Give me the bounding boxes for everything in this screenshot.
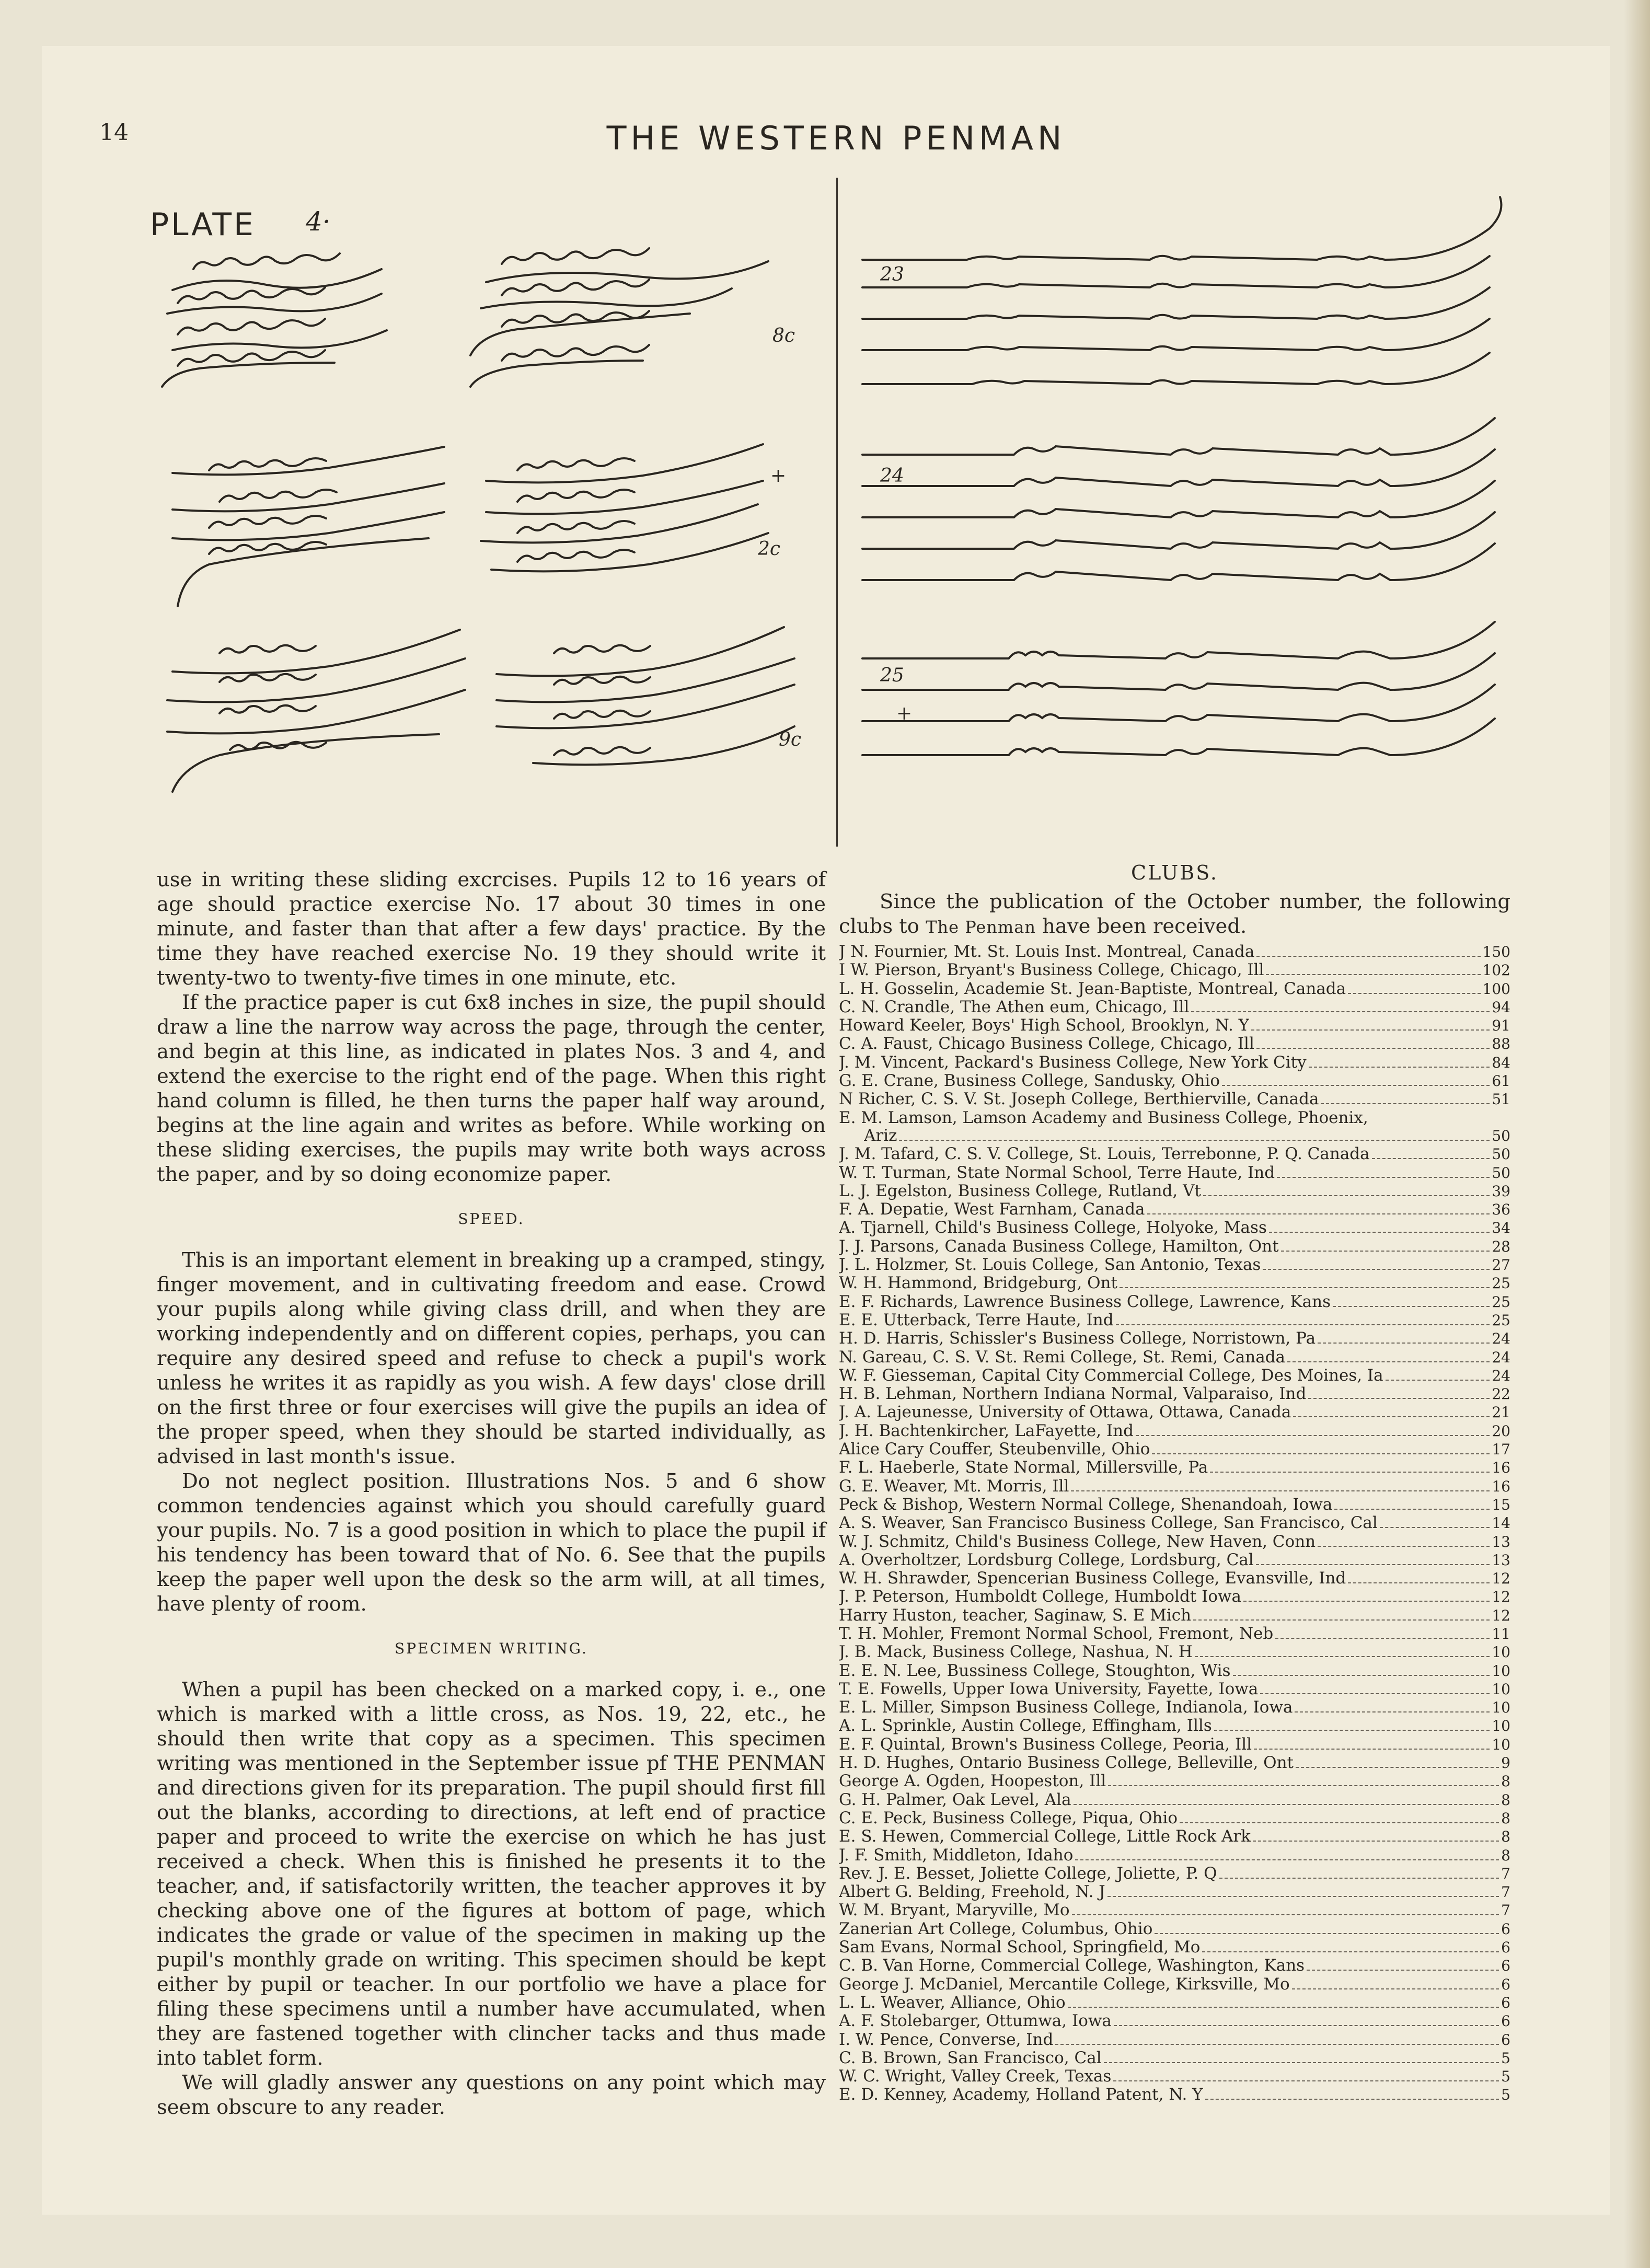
paragraph: Do not neglect position. Illustrations Nos. 5 and 6 show common tendencies against which you should carefully guard your pupils. No. 7 is a good position in which to place the pupil if his tendency has been toward that of No. 6. See that the pupils keep the paper well upon the desk so the arm will, at all times, have plenty of room.: [157, 1469, 826, 1616]
club-entry: [839, 1901, 1510, 1919]
club-name: C. E. Peck, Business College, Piqua, Ohio: [839, 1809, 1178, 1827]
leader-dots: [1071, 1490, 1490, 1491]
club-name: J N. Fournier, Mt. St. Louis Inst. Montreal, Canada: [839, 943, 1255, 961]
club-name: I. W. Pence, Converse, Ind: [839, 2030, 1054, 2049]
club-count: 16: [1492, 1459, 1510, 1477]
club-name: J. P. Peterson, Humboldt College, Humboldt Iowa: [839, 1588, 1242, 1606]
club-name: Ariz: [864, 1126, 897, 1145]
club-name: H. B. Lehman, Northern Indiana Normal, Valparaiso, Ind: [839, 1385, 1307, 1403]
club-name: F. L. Haeberle, State Normal, Millersville, Pa: [839, 1459, 1208, 1477]
leader-dots: [1295, 1711, 1490, 1712]
club-count: 10: [1492, 1735, 1510, 1753]
club-count: 61: [1492, 1072, 1510, 1090]
club-entry: [839, 1680, 1510, 1698]
club-entry: [839, 1072, 1510, 1090]
club-count: 8: [1501, 1773, 1510, 1790]
club-entry: [839, 1293, 1510, 1311]
club-count: 11: [1492, 1625, 1510, 1642]
club-entry: [839, 1883, 1510, 1901]
club-name: L. H. Gosselin, Academie St. Jean-Baptiste, Montreal, Canada: [839, 979, 1346, 998]
paragraph: use in writing these sliding excrcises. Pupils 12 to 16 years of age should practice exercise No. 17 about 30 times in one minute, and faster than that after a few days' practice. By the time they have reached exercise No. 19 they should write it twenty-two to twenty-five times in one minute, etc.: [157, 868, 826, 990]
leader-dots: [1266, 974, 1480, 975]
exercise-left-middle: [172, 447, 444, 606]
club-entry: [839, 1477, 1510, 1496]
club-name: I W. Pierson, Bryant's Business College, Chicago, Ill: [839, 961, 1264, 979]
club-entry: [839, 2086, 1510, 2104]
club-count: 8: [1501, 1846, 1510, 1864]
leader-dots: [1256, 1564, 1490, 1565]
club-entry: [839, 1551, 1510, 1569]
leader-dots: [1203, 1195, 1490, 1196]
exercise-sliding-25: [862, 622, 1495, 755]
club-entry: [839, 1090, 1510, 1108]
club-count: 39: [1492, 1182, 1510, 1200]
leader-dots: [1348, 993, 1480, 994]
club-name: E. E. N. Lee, Bussiness College, Stoughton, Wis: [839, 1661, 1231, 1680]
club-name: C. A. Faust, Chicago Business College, Chicago, Ill: [839, 1035, 1254, 1053]
club-name: J. H. Bachtenkircher, LaFayette, Ind: [839, 1421, 1134, 1440]
club-entry: [839, 1625, 1510, 1643]
leader-dots: [1296, 1767, 1499, 1768]
leader-dots: [1113, 2080, 1499, 2081]
club-entry: [839, 1440, 1510, 1459]
club-name: J. A. Lajeunesse, University of Ottawa, Ottawa, Canada: [839, 1403, 1291, 1421]
club-name: E. D. Kenney, Academy, Holland Patent, N. Y: [839, 2086, 1203, 2104]
club-count: 6: [1501, 1994, 1510, 2011]
leader-dots: [1193, 1619, 1490, 1621]
club-count: 150: [1482, 943, 1510, 961]
club-name: Albert G. Belding, Freehold, N. J: [839, 1883, 1105, 1901]
club-entry: [839, 2067, 1510, 2086]
club-name: J. B. Mack, Business College, Nashua, N. H: [839, 1643, 1193, 1661]
leader-dots: [1263, 1269, 1490, 1270]
club-entry: [839, 1329, 1510, 1348]
club-entry: [839, 1533, 1510, 1551]
club-name: J. M. Tafard, C. S. V. College, St. Louis, Terrebonne, P. Q. Canada: [839, 1145, 1370, 1163]
leader-dots: [1222, 1085, 1490, 1086]
club-count: 50: [1492, 1127, 1510, 1144]
club-count: 28: [1492, 1237, 1510, 1255]
club-count: 88: [1492, 1035, 1510, 1053]
club-count: 91: [1492, 1017, 1510, 1035]
leader-dots: [1180, 1822, 1499, 1823]
club-entry: [839, 943, 1510, 961]
club-count: 10: [1492, 1644, 1510, 1661]
club-name: N Richer, C. S. V. St. Joseph College, Berthierville, Canada: [839, 1090, 1319, 1108]
leader-dots: [1136, 1435, 1490, 1436]
club-entry: [839, 1606, 1510, 1625]
club-entry: [839, 1054, 1510, 1072]
club-entry: [839, 1403, 1510, 1421]
club-entry: [839, 1274, 1510, 1292]
club-entry: [839, 1219, 1510, 1237]
club-name: G. E. Crane, Business College, Sandusky, Ohio: [839, 1072, 1220, 1090]
column-divider: [836, 178, 838, 847]
club-count: 10: [1492, 1717, 1510, 1735]
club-entry: [839, 1717, 1510, 1735]
exercise-left-lower: [167, 630, 465, 792]
club-entry: [839, 1200, 1510, 1219]
page-number: 14: [99, 119, 129, 146]
club-entry: [839, 1145, 1510, 1163]
leader-dots: [1277, 1177, 1490, 1178]
club-entry: [839, 1311, 1510, 1329]
club-name: J. J. Parsons, Canada Business College, Hamilton, Ont: [839, 1237, 1279, 1256]
leader-dots: [1269, 1232, 1490, 1233]
leader-dots: [1333, 1306, 1490, 1307]
club-name: H. D. Hughes, Ontario Business College, Belleville, Ont: [839, 1754, 1294, 1772]
club-name: Harry Huston, teacher, Saginaw, S. E Mich: [839, 1606, 1192, 1624]
club-entry: [839, 961, 1510, 979]
club-count: 10: [1492, 1662, 1510, 1680]
club-name: W. T. Turman, State Normal School, Terre Haute, Ind: [839, 1163, 1275, 1182]
leader-dots: [1055, 2044, 1499, 2045]
section-heading-specimen: SPECIMEN WRITING.: [395, 1640, 588, 1657]
club-count: 25: [1492, 1293, 1510, 1311]
exercise-right-lower: [497, 627, 794, 765]
club-count: 12: [1492, 1588, 1510, 1606]
leader-dots: [1214, 1730, 1490, 1731]
club-name: J. L. Holzmer, St. Louis College, San Antonio, Texas: [839, 1256, 1261, 1274]
leader-dots: [1152, 1453, 1490, 1454]
club-name: George J. McDaniel, Mercantile College, Kirksville, Mo: [839, 1975, 1290, 1993]
club-entry: [839, 2031, 1510, 2049]
club-entry: [839, 1385, 1510, 1403]
club-name: A. Overholtzer, Lordsburg College, Lordsburg, Cal: [839, 1550, 1254, 1569]
club-count: 27: [1492, 1256, 1510, 1274]
paragraph: If the practice paper is cut 6x8 inches in size, the pupil should draw a line the narrow way across the page, through the center, and begin at this line, as indicated in plates Nos. 3 and 4, and extend the exercise to the right end of the page. When this right hand column is filled, he then turns the paper half way around, begins at the line again and writes as before. While working on these sliding exercises, the pupils may write both ways across the paper, and by so doing economize paper.: [157, 991, 826, 1186]
club-count: 24: [1492, 1348, 1510, 1366]
club-entry: [839, 1772, 1510, 1790]
club-entry: [839, 1496, 1510, 1514]
club-entry: [839, 1367, 1510, 1385]
club-count: 8: [1501, 1791, 1510, 1809]
club-name: A. Tjarnell, Child's Business College, Holyoke, Mass: [839, 1219, 1267, 1237]
club-entry: [839, 1422, 1510, 1440]
leader-dots: [1380, 1527, 1490, 1528]
club-entry: [839, 1994, 1510, 2012]
club-entry: [839, 1920, 1510, 1938]
leader-dots: [1114, 2025, 1499, 2026]
club-entry: [839, 1588, 1510, 1606]
club-count: 5: [1501, 2068, 1510, 2086]
leader-dots: [1243, 1601, 1490, 1602]
club-name: C. N. Crandle, The Athen eum, Chicago, Ill: [839, 998, 1190, 1016]
club-count: 10: [1492, 1699, 1510, 1717]
clubs-intro: [839, 889, 1510, 940]
leader-dots: [1251, 1029, 1490, 1031]
club-name: W. J. Schmitz, Child's Business College, New Haven, Conn: [839, 1532, 1316, 1550]
leader-dots: [1334, 1509, 1490, 1510]
club-name: J. M. Vincent, Packard's Business College, New York City: [839, 1053, 1307, 1072]
leader-dots: [1318, 1546, 1490, 1547]
club-entry: [839, 1016, 1510, 1035]
club-count: 24: [1492, 1367, 1510, 1384]
club-name: E. F. Richards, Lawrence Business College, Lawrence, Kans: [839, 1292, 1331, 1311]
leader-dots: [1307, 1970, 1499, 1971]
clubs-intro-text: Since the publication of the October number, the following clubs to: [839, 890, 1511, 938]
exercise-sliding-23: [862, 197, 1502, 384]
leader-dots: [1293, 1416, 1490, 1417]
leader-dots: [1256, 1048, 1490, 1049]
leader-dots: [1072, 1914, 1499, 1915]
club-entry: [839, 1938, 1510, 1957]
leader-dots: [1260, 1693, 1490, 1694]
leader-dots: [1210, 1472, 1490, 1473]
club-name: W. H. Hammond, Bridgeburg, Ont: [839, 1274, 1117, 1292]
club-count: 51: [1492, 1091, 1510, 1108]
club-count: 5: [1501, 2049, 1510, 2067]
club-name: J. F. Smith, Middleton, Idaho: [839, 1846, 1074, 1864]
leader-dots: [1074, 1804, 1499, 1805]
leader-dots: [1155, 1933, 1499, 1934]
club-count: 13: [1492, 1533, 1510, 1550]
club-count: 5: [1501, 2086, 1510, 2104]
club-entry: [839, 1182, 1510, 1200]
plate-annotation: +: [770, 465, 787, 487]
exercise-number-24: 24: [880, 465, 904, 487]
club-count: 6: [1501, 1975, 1510, 1993]
club-count: 20: [1492, 1422, 1510, 1440]
exercise-left-upper: [162, 253, 387, 387]
leader-dots: [1233, 1675, 1490, 1676]
club-entry: [839, 1865, 1510, 1883]
leader-dots: [1120, 1287, 1490, 1288]
plate-annotation: +: [896, 703, 913, 724]
club-entry: [839, 1754, 1510, 1772]
club-count: 100: [1482, 980, 1510, 998]
club-count: 6: [1501, 2031, 1510, 2049]
exercise-right-upper: [470, 248, 768, 387]
leader-dots: [1254, 1749, 1490, 1750]
club-name: A. L. Sprinkle, Austin College, Effingham, Ills: [839, 1717, 1212, 1735]
club-name: E. M. Lamson, Lamson Academy and Business College, Phoenix,: [839, 1108, 1368, 1127]
club-entry: [839, 1569, 1510, 1588]
plate-annotation: 8c: [772, 325, 795, 346]
leader-dots: [1104, 2062, 1499, 2063]
club-count: 13: [1492, 1551, 1510, 1569]
leader-dots: [899, 1140, 1490, 1141]
leader-dots: [1386, 1380, 1490, 1381]
clubs-section: [839, 861, 1510, 2104]
club-name: Alice Cary Couffer, Steubenville, Ohio: [839, 1440, 1150, 1459]
club-entry: [839, 2049, 1510, 2067]
paragraph: When a pupil has been checked on a marked copy, i. e., one which is marked with a little cross, as Nos. 19, 22, etc., he should then write that copy as a specimen. This specimen writing was mentioned in the September issue pf THE PENMAN and directions given for its preparation. The pupil should first fill out the blanks, according to directions, at left end of practice paper and proceed to write the exercise on which he has just received a check. When this is finished he presents it to the teacher, and, if satisfactorily written, the teacher approves it by checking above one of the figures at bottom of page, which indicates the grade or value of the specimen in making up the pupil's monthly grade on writing. This specimen should be kept either by pupil or teacher. In our portfolio we have a place for filing these specimens until a number have accumulated, when they are fastened together with clincher tacks and thus made into tablet form.: [157, 1678, 826, 2070]
club-count: 8: [1501, 1828, 1510, 1846]
club-name: Howard Keeler, Boys' High School, Brooklyn, N. Y: [839, 1016, 1250, 1035]
exercise-number-25: 25: [880, 665, 904, 686]
clubs-intro-penman: The Penman: [926, 917, 1036, 937]
penmanship-plate-illustration: [0, 0, 1650, 857]
leader-dots: [1107, 1896, 1499, 1897]
article-left-column: [157, 867, 826, 2120]
club-entry: [839, 998, 1510, 1016]
club-name: C. B. Van Horne, Commercial College, Washington, Kans: [839, 1957, 1305, 1975]
club-name: George A. Ogden, Hoopeston, Ill: [839, 1772, 1106, 1790]
club-count: 22: [1492, 1385, 1510, 1403]
club-entry: [839, 1459, 1510, 1477]
club-count: 10: [1492, 1680, 1510, 1698]
club-count: 21: [1492, 1404, 1510, 1421]
leader-dots: [1202, 1951, 1499, 1952]
club-entry: [839, 1735, 1510, 1754]
masthead-title: THE WESTERN PENMAN: [606, 119, 1066, 157]
club-count: 16: [1492, 1477, 1510, 1495]
leader-dots: [1195, 1656, 1490, 1657]
leader-dots: [1292, 1988, 1499, 1989]
club-count: 25: [1492, 1275, 1510, 1292]
club-count: 6: [1501, 1957, 1510, 1975]
leader-dots: [1287, 1361, 1490, 1362]
club-count: 12: [1492, 1570, 1510, 1588]
plate-annotation: 9c: [779, 729, 802, 750]
club-entry: [839, 1256, 1510, 1274]
leader-dots: [1275, 1638, 1490, 1639]
club-entry: [839, 2012, 1510, 2030]
leader-dots: [1348, 1582, 1490, 1583]
leader-dots: [1281, 1251, 1490, 1252]
club-count: 7: [1501, 1883, 1510, 1901]
club-count: 9: [1501, 1754, 1510, 1772]
club-name: T. H. Mohler, Fremont Normal School, Fremont, Neb: [839, 1624, 1274, 1643]
club-entry: [839, 1035, 1510, 1053]
club-entry: [839, 1975, 1510, 1994]
plate-label: PLATE: [150, 206, 256, 243]
club-name: E. S. Hewen, Commercial College, Little Rock Ark: [839, 1827, 1251, 1846]
club-entry: [839, 1698, 1510, 1717]
club-entry: [839, 1957, 1510, 1975]
exercise-sliding-24: [862, 418, 1495, 580]
club-entry: [839, 1846, 1510, 1865]
club-name: F. A. Depatie, West Farnham, Canada: [839, 1200, 1145, 1219]
leader-dots: [1253, 1841, 1499, 1842]
club-entry: [839, 1791, 1510, 1809]
club-count: 6: [1501, 1939, 1510, 1957]
club-name: W. F. Giesseman, Capital City Commercial College, Des Moines, Ia: [839, 1366, 1383, 1385]
plate-annotation: 2c: [758, 538, 781, 560]
paragraph: We will gladly answer any questions on any point which may seem obscure to any reader.: [157, 2071, 826, 2119]
leader-dots: [1191, 1011, 1490, 1012]
club-entry: [839, 1109, 1510, 1127]
leader-dots: [1108, 1785, 1499, 1786]
leader-dots: [1321, 1103, 1490, 1104]
clubs-heading: CLUBS.: [1131, 861, 1218, 884]
club-count: 7: [1501, 1902, 1510, 1919]
leader-dots: [1372, 1158, 1490, 1159]
club-name: W. C. Wright, Valley Creek, Texas: [839, 2067, 1112, 2086]
club-entry: [839, 1514, 1510, 1532]
club-name: L. J. Egelston, Business College, Rutland, Vt: [839, 1182, 1201, 1200]
leader-dots: [1309, 1067, 1490, 1068]
club-entry: [839, 1643, 1510, 1661]
club-count: 6: [1501, 2012, 1510, 2030]
club-entry: [839, 1827, 1510, 1846]
club-name: E. F. Quintal, Brown's Business College, Peoria, Ill: [839, 1735, 1252, 1754]
leader-dots: [1075, 1859, 1499, 1860]
exercise-number-23: 23: [880, 264, 904, 285]
clubs-list: [839, 943, 1510, 2104]
club-name: N. Gareau, C. S. V. St. Remi College, St. Remi, Canada: [839, 1348, 1286, 1366]
club-name: E. E. Utterback, Terre Haute, Ind: [839, 1311, 1114, 1329]
club-name: E. L. Miller, Simpson Business College, Indianola, Iowa: [839, 1698, 1293, 1717]
leader-dots: [1116, 1324, 1490, 1325]
club-entry: [839, 1237, 1510, 1256]
club-name: W. H. Shrawder, Spencerian Business College, Evansville, Ind: [839, 1569, 1346, 1588]
club-name: G. E. Weaver, Mt. Morris, Ill: [839, 1477, 1069, 1495]
club-name: A. F. Stolebarger, Ottumwa, Iowa: [839, 2012, 1112, 2030]
club-name: Sam Evans, Normal School, Springfield, Mo: [839, 1938, 1201, 1957]
club-count: 34: [1492, 1219, 1510, 1237]
club-count: 15: [1492, 1496, 1510, 1513]
club-count: 14: [1492, 1514, 1510, 1532]
club-name: Zanerian Art College, Columbus, Ohio: [839, 1919, 1153, 1938]
club-name: W. M. Bryant, Maryville, Mo: [839, 1901, 1070, 1919]
club-name: G. H. Palmer, Oak Level, Ala: [839, 1790, 1071, 1809]
club-count: 8: [1501, 1809, 1510, 1827]
leader-dots: [1256, 956, 1480, 957]
club-count: 94: [1492, 998, 1510, 1016]
club-count: 36: [1492, 1201, 1510, 1219]
leader-dots: [1318, 1343, 1490, 1344]
club-entry: [839, 980, 1510, 998]
exercise-right-middle: [481, 444, 768, 571]
leader-dots: [1205, 2099, 1499, 2100]
club-name: Rev. J. E. Besset, Joliette College, Joliette, P. Q: [839, 1864, 1217, 1883]
club-entry: [839, 1662, 1510, 1680]
club-count: 12: [1492, 1606, 1510, 1624]
leader-dots: [1219, 1878, 1499, 1879]
club-count: 25: [1492, 1311, 1510, 1329]
club-entry: [839, 1164, 1510, 1182]
club-count: 17: [1492, 1441, 1510, 1459]
club-count: 50: [1492, 1164, 1510, 1182]
club-entry: [839, 1127, 1510, 1145]
club-count: 24: [1492, 1330, 1510, 1348]
club-count: 6: [1501, 1920, 1510, 1938]
clubs-intro-end: have been received.: [1035, 915, 1247, 938]
club-name: A. S. Weaver, San Francisco Business College, San Francisco, Cal: [839, 1514, 1378, 1532]
leader-dots: [1068, 2007, 1499, 2008]
club-name: H. D. Harris, Schissler's Business College, Norristown, Pa: [839, 1329, 1316, 1348]
club-name: C. B. Brown, San Francisco, Cal: [839, 2049, 1102, 2067]
club-entry: [839, 1348, 1510, 1367]
club-count: 50: [1492, 1145, 1510, 1163]
club-count: 84: [1492, 1054, 1510, 1071]
plate-number-handwritten: 4·: [306, 206, 331, 237]
section-heading-speed: SPEED.: [458, 1210, 525, 1228]
club-count: 7: [1501, 1865, 1510, 1882]
club-name: L. L. Weaver, Alliance, Ohio: [839, 1993, 1066, 2012]
paragraph: This is an important element in breaking up a cramped, stingy, finger movement, and in cultivating freedom and ease. Crowd your pupils along while giving class drill, and when they are working independently and on different copies, perhaps, you can require any desired speed and refuse to check a pupil's work unless he writes it as rapidly as you wish. A few days' close drill on the first three or four exercises will give the pupils an idea of the proper speed, when they should be started individually, as advised in last month's issue.: [157, 1248, 826, 1468]
leader-dots: [1147, 1213, 1490, 1214]
club-count: 102: [1482, 962, 1510, 979]
club-entry: [839, 1809, 1510, 1827]
leader-dots: [1308, 1398, 1490, 1399]
club-name: T. E. Fowells, Upper Iowa University, Fayette, Iowa: [839, 1680, 1259, 1698]
club-name: Peck & Bishop, Western Normal College, Shenandoah, Iowa: [839, 1495, 1333, 1514]
